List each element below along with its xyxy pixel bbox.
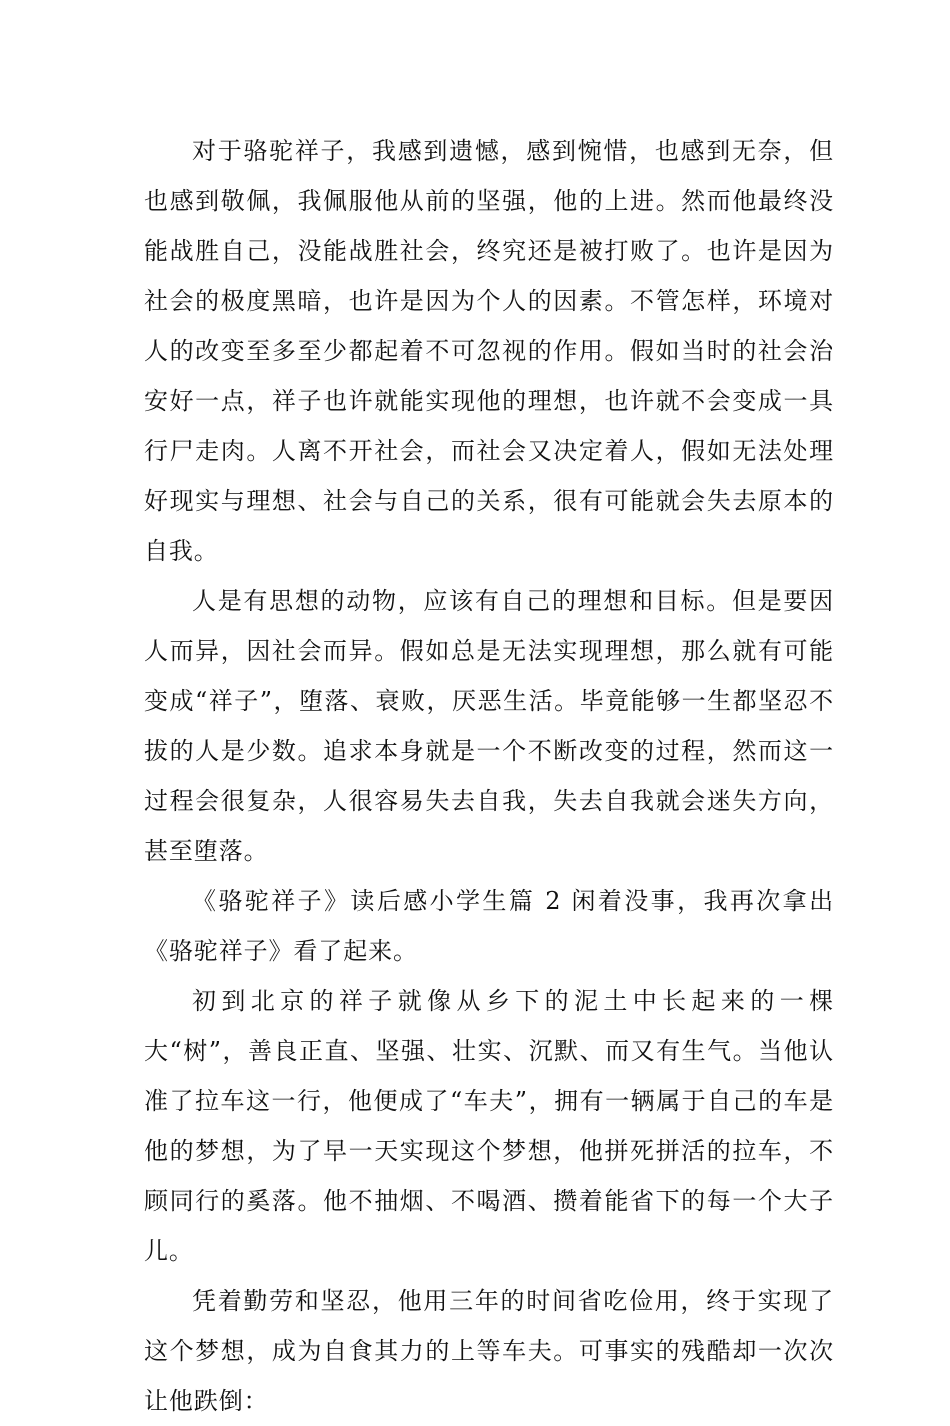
paragraph-3: 《骆驼祥子》读后感小学生篇 2 闲着没事，我再次拿出《骆驼祥子》看了起来。	[144, 887, 834, 965]
paragraph-2: 人是有思想的动物，应该有自己的理想和目标。但是要因人而异，因社会而异。假如总是无法实现理想，那么就有可能变成“祥子”，堕落、衰败，厌恶生活。毕竟能够一生都坚忍不拔的人是少数。追求本身就是一个不断改变的过程，然而这一过程会很复杂，人很容易失去自我，失去自我就会迷失方向，甚至堕落。	[144, 587, 834, 865]
paragraph-5: 凭着勤劳和坚忍，他用三年的时间省吃俭用，终于实现了这个梦想，成为自食其力的上等车夫。可事实的残酷却一次次让他跌倒：	[144, 1287, 834, 1415]
document-body	[144, 126, 834, 1426]
paragraph-1: 对于骆驼祥子，我感到遗憾，感到惋惜，也感到无奈，但也感到敬佩，我佩服他从前的坚强，他的上进。然而他最终没能战胜自己，没能战胜社会，终究还是被打败了。也许是因为社会的极度黑暗，也许是因为个人的因素。不管怎样，环境对人的改变至多至少都起着不可忽视的作用。假如当时的社会治安好一点，祥子也许就能实现他的理想，也许就不会变成一具行尸走肉。人离不开社会，而社会又决定着人，假如无法处理好现实与理想、社会与自己的关系，很有可能就会失去原本的自我。	[144, 137, 834, 565]
paragraph-4: 初到北京的祥子就像从乡下的泥土中长起来的一棵大“树”，善良正直、坚强、壮实、沉默、而又有生气。当他认准了拉车这一行，他便成了“车夫”，拥有一辆属于自己的车是他的梦想，为了早一天实现这个梦想，他拼死拼活的拉车，不顾同行的奚落。他不抽烟、不喝酒、攒着能省下的每一个大子儿。	[144, 987, 834, 1265]
